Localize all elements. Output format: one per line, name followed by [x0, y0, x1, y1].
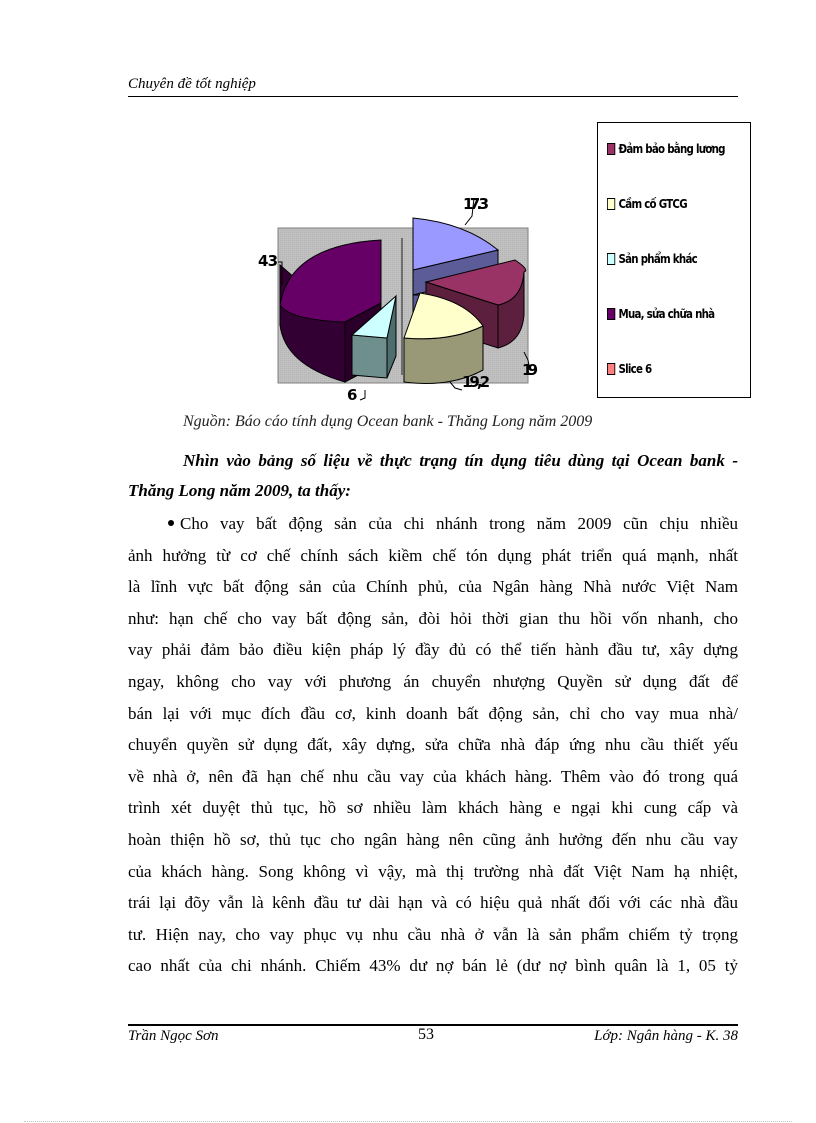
page-number: 53	[418, 1026, 434, 1043]
header-rule	[128, 96, 738, 97]
page-header	[128, 76, 738, 98]
data-label-17-3: 17.3	[463, 195, 489, 213]
body-line: trái lại đõy vẫn là kênh đầu tư dài hạn và có hiệu quả nhất đối với các nhà đầu	[128, 893, 738, 913]
legend-swatch-icon	[607, 198, 615, 210]
lead-paragraph: Nhìn vào bảng số liệu về thực trạng tín dụng tiêu dùng tại Ocean bank - Thăng Long năm 2009, ta thấy:	[128, 451, 738, 500]
legend-swatch-icon	[607, 253, 615, 265]
body-line: ngay, không cho vay với phương án chuyển nhượng Quyền sử dụng đất để	[128, 671, 738, 691]
legend-swatch-icon	[607, 143, 615, 155]
body-line: cao nhất của chi nhánh. Chiếm 43% dư nợ bán lẻ (dư nợ bình quân là 1, 05 tỷ	[128, 956, 738, 976]
data-label-19-2: 19,2	[462, 373, 490, 391]
legend-swatch-icon	[607, 363, 615, 375]
pie-chart	[250, 120, 760, 405]
body-line: tư. Hiện nay, cho vay phục vụ nhu cầu nhà ở vẫn là sản phẩm chiếm tỷ trọng	[128, 924, 738, 944]
chart-legend	[597, 122, 751, 398]
pie-chart-plot	[250, 120, 595, 405]
page-footer	[128, 1024, 738, 1054]
legend-label: Sản phẩm khác	[618, 251, 697, 266]
body-line: như: hạn chế cho vay bất động sản, đòi hỏi thời gian thu hồi vốn nhanh, cho	[128, 608, 738, 628]
chart-source-caption: Nguồn: Báo cáo tính dụng Ocean bank - Thăng Long năm 2009	[183, 413, 593, 430]
page-bottom-border	[24, 1121, 792, 1122]
legend-label: Đảm bảo bằng lương	[618, 141, 725, 156]
body-line: trình xét duyệt thủ tục, hồ sơ nhiều làm khách hàng e ngại khi cung cấp và	[128, 798, 738, 818]
body-line: chuyển quyền sử dụng đất, xây dựng, sửa chữa nhà đáp ứng nhu cầu thiết yếu	[128, 735, 738, 755]
legend-item	[607, 141, 725, 156]
body-line: về nhà ở, nên đã hạn chế nhu cầu vay của khách hàng. Thêm vào đó trong quá	[128, 766, 738, 786]
body-line: ảnh hưởng từ cơ chế chính sách kiềm chế tón dụng phát triển quá mạnh, nhất	[128, 545, 738, 565]
body-line: vay phải đảm bảo điều kiện pháp lý đầy đủ có thể tiến hành đầu tư, xây dựng	[128, 640, 738, 660]
body-line: Cho vay bất động sản của chi nhánh trong năm 2009 cũn chịu nhiều	[128, 508, 738, 540]
legend-label: Slice 6	[618, 361, 652, 376]
legend-label: Cầm cố GTCG	[618, 196, 687, 211]
body-line: là lĩnh vực bất động sản của Chính phủ, của Ngân hàng Nhà nước Việt Nam	[128, 577, 738, 597]
footer-class: Lớp: Ngân hàng - K. 38	[594, 1028, 738, 1044]
legend-item	[607, 251, 697, 266]
legend-swatch-icon	[607, 308, 615, 320]
body-line: bán lại với mục đích đầu cơ, kinh doanh bất động sản, chỉ cho vay mua nhà/	[128, 703, 738, 723]
header-title: Chuyên đề tốt nghiệp	[128, 76, 256, 92]
legend-item	[607, 306, 714, 321]
legend-item	[607, 196, 687, 211]
body-paragraph	[128, 508, 738, 982]
body-line: của khách hàng. Song không vì vậy, mà thị trường nhà đất Việt Nam hạ nhiệt,	[128, 861, 738, 881]
body-line: hoàn thiện hồ sơ, thủ tục cho ngân hàng nên cũng ảnh hưởng đến nhu cầu vay	[128, 829, 738, 849]
data-label-19: 19	[522, 361, 538, 379]
bullet-icon	[168, 520, 174, 526]
data-label-43: 43	[258, 252, 278, 270]
footer-author: Trần Ngọc Sơn	[128, 1028, 219, 1044]
legend-item	[607, 361, 651, 376]
legend-label: Mua, sửa chữa nhà	[618, 306, 715, 321]
data-label-6: 6	[347, 386, 358, 404]
